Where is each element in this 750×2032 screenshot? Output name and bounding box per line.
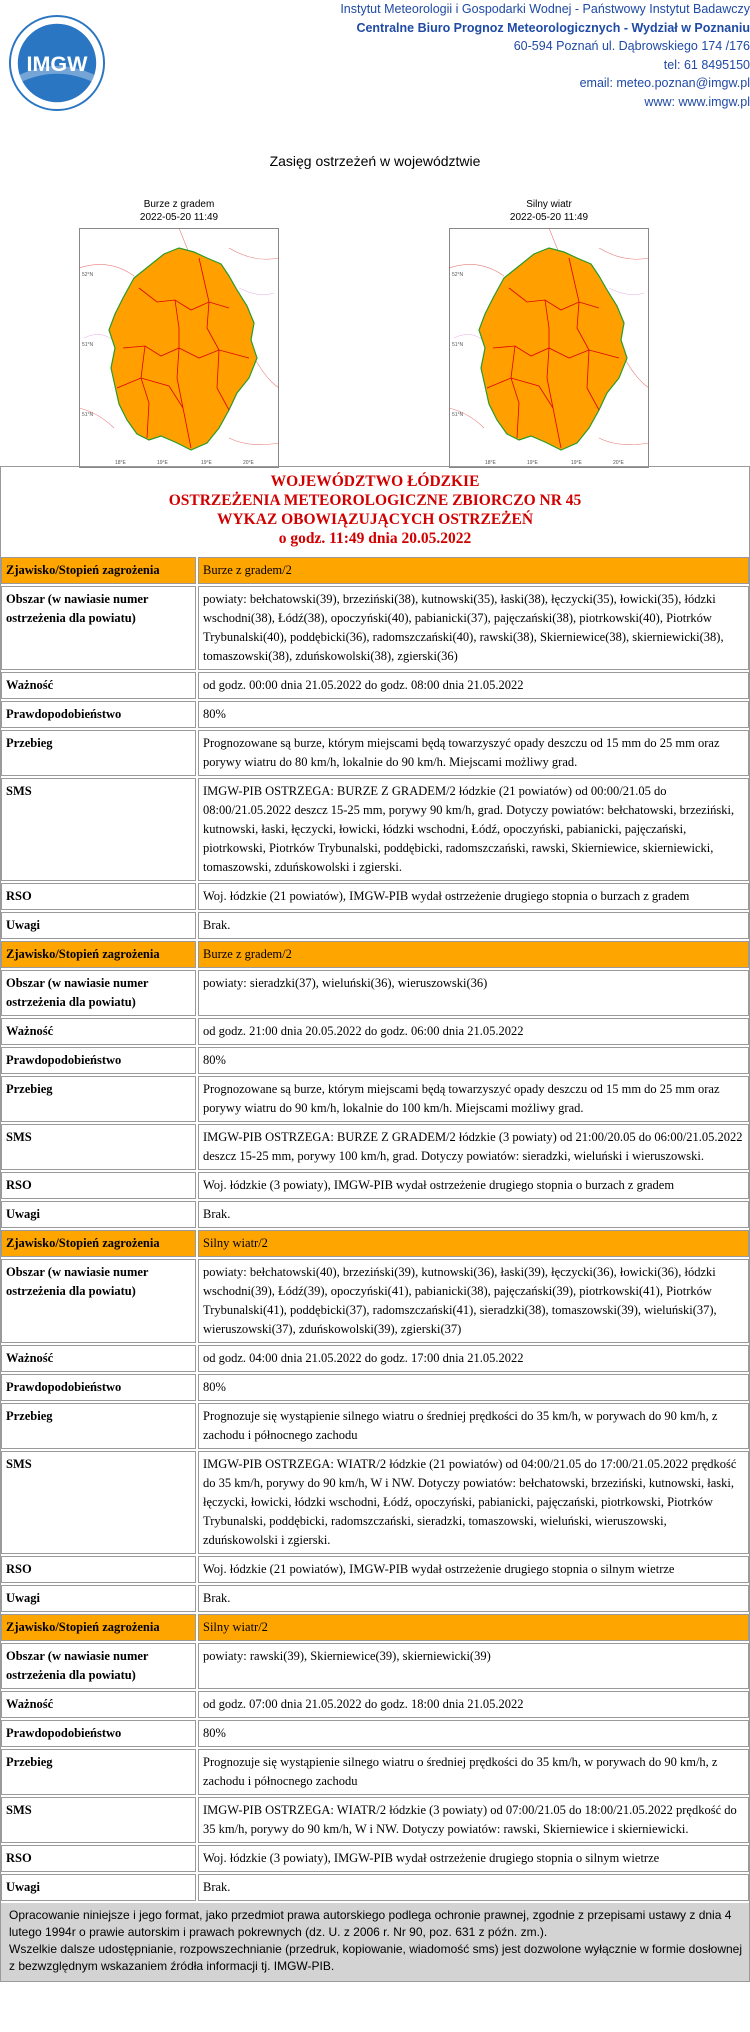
svg-text:19°E: 19°E (157, 460, 168, 466)
row-label: SMS (1, 1124, 196, 1170)
row-label: Zjawisko/Stopień zagrożenia (1, 941, 196, 968)
warning-row-sms (1, 1795, 749, 1843)
warning-map (79, 228, 279, 468)
row-value: powiaty: rawski(39), Skierniewice(39), skierniewicki(39) (198, 1643, 749, 1689)
svg-text:51°N: 51°N (82, 412, 94, 418)
institute-info (110, 0, 750, 111)
row-value: IMGW-PIB OSTRZEGA: WIATR/2 łódzkie (3 powiaty) od 07:00/21.05 do 18:00/21.05.2022 prędkość do 35 km/h, porywy do 90 km/h, W i NW. Dotyczy powiatów: rawski, Skierniewice i skierniewicki. (198, 1797, 749, 1843)
warning-row-waznosc (1, 670, 749, 699)
copyright-text: Opracowanie niniejsze i jego format, jako przedmiot prawa autorskiego podlega ochronie prawnej, zgodnie z przepisami ustawy z dnia 4 lutego 1994r o prawie autorskim i prawach pokrewnych (dz. U. z 2006 r. Nr 90, poz. 631 z późn. zm.). (9, 1908, 732, 1939)
title-bulletin: OSTRZEŻENIA METEOROLOGICZNE ZBIORCZO NR 45 (168, 492, 582, 509)
warning-row-prawd (1, 1372, 749, 1401)
row-value: Burze z gradem/2 (198, 557, 749, 584)
warning-row-przebieg (1, 1747, 749, 1795)
row-label: Prawdopodobieństwo (1, 1374, 196, 1401)
map-title: Burze z gradem (143, 199, 215, 210)
warning-row-sms (1, 1449, 749, 1554)
warning-row-rso (1, 1170, 749, 1199)
warning-row-obszar (1, 968, 749, 1016)
row-label: Prawdopodobieństwo (1, 1047, 196, 1074)
row-label: Uwagi (1, 912, 196, 939)
row-label: Ważność (1, 1018, 196, 1045)
warning-row-obszar (1, 1641, 749, 1689)
svg-text:51°N: 51°N (452, 412, 464, 418)
row-label: Prawdopodobieństwo (1, 1720, 196, 1747)
svg-text:18°E: 18°E (485, 460, 496, 466)
row-label: Obszar (w nawiasie numer ostrzeżenia dla powiatu) (1, 1643, 196, 1689)
phone: tel: 61 8495150 (663, 57, 750, 72)
row-label: Obszar (w nawiasie numer ostrzeżenia dla powiatu) (1, 586, 196, 670)
row-value: Prognozowane są burze, którym miejscami będą towarzyszyć opady deszczu od 15 mm do 25 mm oraz porywy wiatru do 80 km/h, lokalnie do 90 km/h. Miejscami możliwy grad. (198, 730, 749, 776)
warning-row-zjawisko (1, 1612, 749, 1641)
row-label: SMS (1, 1451, 196, 1554)
warning-map (449, 228, 649, 468)
row-label: RSO (1, 1845, 196, 1872)
row-label: Przebieg (1, 1749, 196, 1795)
row-value: Burze z gradem/2 (198, 941, 749, 968)
warning-row-prawd (1, 1718, 749, 1747)
row-value: Prognozuje się wystąpienie silnego wiatru o średniej prędkości do 35 km/h, w porywach do 90 km/h, z zachodu i północnego zachodu (198, 1749, 749, 1795)
title-list: WYKAZ OBOWIĄZUJĄCYCH OSTRZEŻEŃ (216, 511, 534, 528)
row-value: Prognozuje się wystąpienie silnego wiatru o średniej prędkości do 35 km/h, w porywach do 90 km/h, z zachodu i północnego zachodu (198, 1403, 749, 1449)
warning-row-obszar (1, 584, 749, 670)
warning-row-obszar (1, 1257, 749, 1343)
svg-text:20°E: 20°E (243, 460, 254, 466)
document-title (1, 467, 749, 555)
row-value: 80% (198, 701, 749, 728)
distribution-text: Wszelkie dalsze udostępnianie, rozpowszechnianie (przedruk, kopiowanie, wiadomość sms) jest dozwolone wyłącznie w formie dosłownej z bezwzględnym wskazaniem źródła informacji tj. IMGW-PIB. (9, 1942, 743, 1973)
svg-text:19°E: 19°E (527, 460, 538, 466)
row-value: od godz. 21:00 dnia 20.05.2022 do godz. 06:00 dnia 21.05.2022 (198, 1018, 749, 1045)
row-label: RSO (1, 1556, 196, 1583)
warning-row-uwagi (1, 910, 749, 939)
row-value: IMGW-PIB OSTRZEGA: WIATR/2 łódzkie (21 powiatów) od 04:00/21.05 do 17:00/21.05.2022 prędkość do 35 km/h, porywy do 90 km/h, W i NW. Dotyczy powiatów: bełchatowski, brzeziński, kutnowski, łaski, łęczycki, łowicki, łódzki wschodni, Łódź, opoczyński, pabianicki, pajęczański, piotrkowski, Piotrków Trybunalski, poddębicki, radomszczański, sieradzki, tomaszowski, wieluński, wieruszowski, zduńskowolski i zgierski. (198, 1451, 749, 1554)
row-value: od godz. 07:00 dnia 21.05.2022 do godz. 18:00 dnia 21.05.2022 (198, 1691, 749, 1718)
row-value: Woj. łódzkie (3 powiaty), IMGW-PIB wydał ostrzeżenie drugiego stopnia o silnym wietrze (198, 1845, 749, 1872)
row-label: Przebieg (1, 730, 196, 776)
map-storms (79, 198, 279, 468)
row-label: Uwagi (1, 1874, 196, 1901)
warning-row-rso (1, 1554, 749, 1583)
svg-text:51°N: 51°N (452, 342, 464, 348)
row-label: RSO (1, 1172, 196, 1199)
row-label: Uwagi (1, 1201, 196, 1228)
row-value: Brak. (198, 1874, 749, 1901)
map-title: Silny wiatr (526, 199, 572, 210)
row-value: powiaty: bełchatowski(39), brzeziński(38), kutnowski(35), łaski(38), łęczycki(35), łowicki(35), łódzki wschodni(38), Łódź(38), opoczyński(40), pabianicki(37), pajęczański(38), piotrkowski(40), Piotrków Trybunalski(40), poddębicki(36), radomszczański(40), rawski(38), Skierniewice(38), skierniewicki(38), tomaszowski(38), zduńskowolski(38), zgierski(36) (198, 586, 749, 670)
map-date: 2022-05-20 11:49 (509, 212, 589, 223)
row-label: Prawdopodobieństwo (1, 701, 196, 728)
email: email: meteo.poznan@imgw.pl (579, 76, 750, 90)
row-value: IMGW-PIB OSTRZEGA: BURZE Z GRADEM/2 łódzkie (3 powiaty) od 21:00/20.05 do 06:00/21.05.2022 deszcz 15-25 mm, porywy 100 km/h, grad. Dotyczy powiatów: sieradzki, wieluński i wieruszowski. (198, 1124, 749, 1170)
row-label: RSO (1, 883, 196, 910)
svg-text:20°E: 20°E (613, 460, 624, 466)
row-value: 80% (198, 1720, 749, 1747)
row-value: Woj. łódzkie (21 powiatów), IMGW-PIB wydał ostrzeżenie drugiego stopnia o burzach z gradem (198, 883, 749, 910)
row-label: Przebieg (1, 1076, 196, 1122)
row-value: 80% (198, 1374, 749, 1401)
row-label: Przebieg (1, 1403, 196, 1449)
warning-row-waznosc (1, 1689, 749, 1718)
warning-row-zjawisko (1, 555, 749, 584)
warning-row-uwagi (1, 1872, 749, 1901)
warning-row-przebieg (1, 728, 749, 776)
row-label: SMS (1, 1797, 196, 1843)
warning-row-uwagi (1, 1583, 749, 1612)
svg-text:19°E: 19°E (571, 460, 582, 466)
warning-row-zjawisko (1, 939, 749, 968)
svg-text:52°N: 52°N (452, 272, 464, 278)
title-time: o godz. 11:49 dnia 20.05.2022 (278, 530, 472, 547)
warning-row-przebieg (1, 1074, 749, 1122)
institute-name: Instytut Meteorologii i Gospodarki Wodnej - Państwowy Instytut Badawczy (340, 2, 750, 16)
map-date: 2022-05-20 11:49 (139, 212, 219, 223)
row-value: Prognozowane są burze, którym miejscami będą towarzyszyć opady deszczu od 15 mm do 25 mm oraz porywy wiatru do 90 km/h, lokalnie do 100 km/h. Miejscami możliwy grad. (198, 1076, 749, 1122)
row-label: Zjawisko/Stopień zagrożenia (1, 1614, 196, 1641)
warning-row-zjawisko (1, 1228, 749, 1257)
warning-row-uwagi (1, 1199, 749, 1228)
row-label: Ważność (1, 1691, 196, 1718)
row-value: Woj. łódzkie (21 powiatów), IMGW-PIB wydał ostrzeżenie drugiego stopnia o silnym wietrze (198, 1556, 749, 1583)
row-label: Zjawisko/Stopień zagrożenia (1, 557, 196, 584)
row-value: Woj. łódzkie (3 powiaty), IMGW-PIB wydał ostrzeżenie drugiego stopnia o burzach z gradem (198, 1172, 749, 1199)
row-label: SMS (1, 778, 196, 881)
warning-row-rso (1, 881, 749, 910)
row-value: od godz. 04:00 dnia 21.05.2022 do godz. 17:00 dnia 21.05.2022 (198, 1345, 749, 1372)
row-value: IMGW-PIB OSTRZEGA: BURZE Z GRADEM/2 łódzkie (21 powiatów) od 00:00/21.05 do 08:00/21.05.2022 deszcz 15-25 mm, porywy 90 km/h, grad. Dotyczy powiatów: bełchatowski, brzeziński, kutnowski, łaski, łęczycki, łowicki, łódzki wschodni, Łódź, opoczyński, pabianicki, pajęczański, piotrkowski, Piotrków Trybunalski, poddębicki, radomszczański, rawski, Skierniewice, skierniewicki, tomaszowski, zduńskowolski i zgierski. (198, 778, 749, 881)
warning-row-waznosc (1, 1343, 749, 1372)
website: www: www.imgw.pl (644, 94, 750, 109)
row-value: Silny wiatr/2 (198, 1614, 749, 1641)
department-name: Centralne Biuro Prognoz Meteorologicznych - Wydział w Poznaniu (356, 20, 750, 35)
row-value: powiaty: sieradzki(37), wieluński(36), wieruszowski(36) (198, 970, 749, 1016)
row-label: Uwagi (1, 1585, 196, 1612)
row-value: Brak. (198, 1585, 749, 1612)
row-label: Ważność (1, 672, 196, 699)
svg-text:51°N: 51°N (82, 342, 94, 348)
logo-text: IMGW (26, 50, 88, 76)
warnings-list (1, 555, 749, 1901)
row-value: od godz. 00:00 dnia 21.05.2022 do godz. 08:00 dnia 21.05.2022 (198, 672, 749, 699)
warning-row-sms (1, 1122, 749, 1170)
warning-row-rso (1, 1843, 749, 1872)
copyright-footer (1, 1903, 749, 1981)
map-wind (449, 198, 649, 468)
row-label: Obszar (w nawiasie numer ostrzeżenia dla powiatu) (1, 970, 196, 1016)
warning-row-sms (1, 776, 749, 881)
row-label: Obszar (w nawiasie numer ostrzeżenia dla powiatu) (1, 1259, 196, 1343)
svg-text:52°N: 52°N (82, 272, 94, 278)
address: 60-594 Poznań ul. Dąbrowskiego 174 /176 (513, 39, 750, 53)
row-value: Silny wiatr/2 (198, 1230, 749, 1257)
row-value: Brak. (198, 912, 749, 939)
title-voivodeship: WOJEWÓDZTWO ŁÓDZKIE (270, 473, 480, 490)
row-value: 80% (198, 1047, 749, 1074)
maps-heading: Zasięg ostrzeżeń w województwie (269, 153, 481, 169)
svg-text:18°E: 18°E (115, 460, 126, 466)
row-label: Ważność (1, 1345, 196, 1372)
warnings-table (0, 466, 750, 1982)
page-header (0, 0, 750, 120)
row-value: Brak. (198, 1201, 749, 1228)
row-label: Zjawisko/Stopień zagrożenia (1, 1230, 196, 1257)
warning-row-waznosc (1, 1016, 749, 1045)
warning-row-prawd (1, 699, 749, 728)
row-value: powiaty: bełchatowski(40), brzeziński(39), kutnowski(36), łaski(39), łęczycki(36), łowicki(36), łódzki wschodni(39), Łódź(39), opoczyński(41), pabianicki(38), pajęczański(39), piotrkowski(41), Piotrków Trybunalski(41), poddębicki(37), radomszczański(41), sieradzki(38), tomaszowski(39), wieluński(37), wieruszowski(37), zduńskowolski(39), zgierski(37) (198, 1259, 749, 1343)
svg-text:19°E: 19°E (201, 460, 212, 466)
imgw-logo (8, 14, 106, 112)
warning-row-prawd (1, 1045, 749, 1074)
warning-row-przebieg (1, 1401, 749, 1449)
